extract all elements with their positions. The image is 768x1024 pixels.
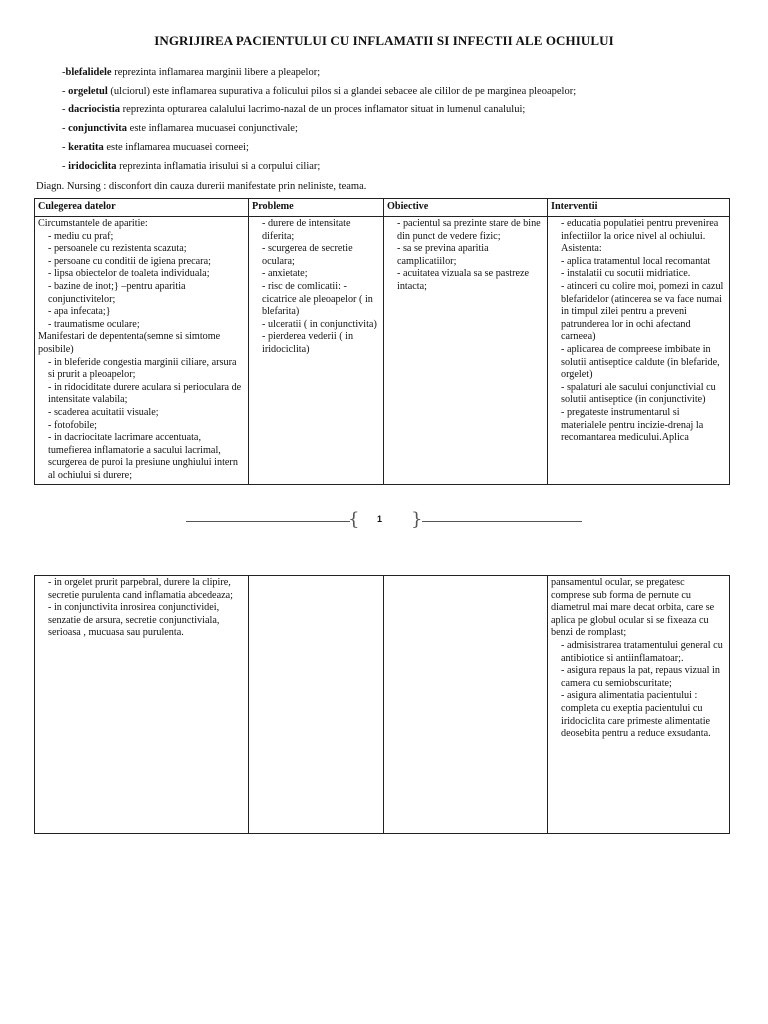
definition-item <box>62 104 525 115</box>
cell-line: - pregateste instrumentarul si materialele pentru incizie-drenaj la recomantarea medicului.Aplica <box>561 406 704 444</box>
cell-line: - admisistrarea tratamentului general cu antibiotice si antiinflamatoar;. <box>561 639 723 664</box>
header-culegerea: Culegerea datelor <box>35 199 249 217</box>
cell-line: - durere de intensitate diferita; <box>262 218 351 242</box>
definition-term: dacriocistia <box>68 104 121 115</box>
cell-line: - aplica tratamentul local recomantat <box>561 255 711 267</box>
cell-line: - in conjunctivita inrosirea conjunctividei, senzatie de arsura, secretie conjunctiviala, serioasa , mucuasa sau purulenta. <box>48 602 220 639</box>
cell-line: - scaderea acuitatii visuale; <box>48 406 159 418</box>
definition-text: reprezinta opturarea calalului lacrimo-nazal de un proces inflamator situat in lumenul canalului; <box>120 104 526 115</box>
definition-term: keratita <box>68 142 104 153</box>
definition-term: iridociclita <box>68 161 117 172</box>
cell-line: - in bleferide congestia marginii ciliare, arsura si prurit a pleoapelor; <box>48 356 237 381</box>
cell-probleme <box>249 217 384 485</box>
header-probleme: Probleme <box>249 199 384 217</box>
definition-term: orgeletul <box>68 86 108 97</box>
definition-item <box>62 161 320 172</box>
cell-line: - lipsa obiectelor de toaleta individuala; <box>48 268 210 280</box>
left-brace-icon: { <box>348 509 360 530</box>
definition-item <box>62 86 576 97</box>
cell-line: - ulceratii ( in conjunctivita) <box>262 318 377 330</box>
cell-interventii <box>548 576 730 834</box>
cell-line: - in ridociditate durere aculara si perioculara de intensitate valabila; <box>48 381 242 406</box>
cell-line: - instalatii cu socutii midriatice. <box>561 268 691 280</box>
definition-text: reprezinta inflamatia irisului si a corpului ciliar; <box>116 161 321 172</box>
page-separator <box>186 508 582 534</box>
definition-term: blefalidele <box>65 67 112 78</box>
separator-line-right <box>422 521 582 522</box>
cell-line: - apa infecata;} <box>48 306 111 318</box>
header-interventii: Interventii <box>548 199 730 217</box>
cell-line: - spalaturi ale sacului conjunctivial cu solutii antiseptice (in conjunctivite) <box>561 381 716 406</box>
definition-prefix: - <box>62 142 69 153</box>
cell-line: - pierderea vederii ( in iridociclita) <box>262 331 354 355</box>
cell-line: - anxietate; <box>262 268 308 280</box>
table-row <box>35 217 730 485</box>
definition-text: este inflamarea mucuasei conjunctivale; <box>127 123 298 134</box>
cell-line: - pacientul sa prezinte stare de bine din punct de vedere fizic; <box>397 218 541 242</box>
header-obiective: Obiective <box>384 199 548 217</box>
cell-line: - asigura repaus la pat, repaus vizual in camera cu semiobscuritate; <box>561 665 720 689</box>
definition-item <box>62 142 249 153</box>
cell-obiective <box>384 576 548 834</box>
definition-prefix: - <box>62 161 69 172</box>
cell-obiective <box>384 217 548 485</box>
table-header-row <box>35 199 730 217</box>
definition-item <box>62 123 298 134</box>
cell-line: - bazine de inot;} –pentru aparitia conjunctivitelor; <box>48 280 186 305</box>
definition-prefix: - <box>62 67 66 78</box>
page-title: INGRIJIREA PACIENTULUI CU INFLAMATII SI INFECTII ALE OCHIULUI <box>154 33 614 48</box>
cell-line: - scurgerea de secretie oculara; <box>262 243 353 267</box>
definition-prefix: - <box>62 123 69 134</box>
cell-interventii <box>548 217 730 485</box>
definition-text: este inflamarea mucuasei corneei; <box>103 142 249 153</box>
cell-line: - educatia populatiei pentru prevenirea infectiilor la orice nivel al ochiului. <box>561 218 719 242</box>
table-row <box>35 576 730 834</box>
cell-probleme <box>249 576 384 834</box>
cell-line: - persoane cu conditii de igiena precara; <box>48 255 211 267</box>
nursing-diagnosis: Diagn. Nursing : disconfort din cauza durerii manifestate prin neliniste, teama. <box>36 181 367 192</box>
definition-term: conjunctivita <box>68 123 128 134</box>
cell-line: - in dacriocitate lacrimare accentuata, tumefierea inflamatorie a sacului lacrimal, scurgerea de puroi la presiune unghiului intern al ochiului si durere; <box>48 432 238 481</box>
cell-line: - acuitatea vizuala sa se pastreze intacta; <box>397 268 530 292</box>
cell-line: pansamentul ocular, se pregatesc comprese sub forma de pernute cu diametrul mai mare decat orbita, care se aplica pe globul ocular si se fixeaza cu benzi de romplast; <box>551 577 715 639</box>
cell-line: - persoanele cu rezistenta scazuta; <box>48 243 187 255</box>
cell-line: - traumatisme oculare; <box>48 318 140 330</box>
definition-text: (ulciorul) este inflamarea supurativa a folicului pilos si a glandei sebacee ale cililor de pe marginea pleoapelor; <box>107 86 577 97</box>
cell-line: - atinceri cu colire moi, pomezi in cazul blefaridelor (atincerea se va face numai in timpul zilei pentru a preveni patrunderea lor in ochi afectand carneea) <box>561 280 724 343</box>
definition-text: reprezinta inflamarea marginii libere a pleapelor; <box>111 67 321 78</box>
right-brace-icon: } <box>411 509 423 530</box>
cell-line: - sa se previna aparitia camplicatiilor; <box>397 243 489 267</box>
cell-culegerea <box>35 576 249 834</box>
cell-line: - aplicarea de compreese imbibate in solutii antiseptice caldute (in blefaride, orgelet) <box>561 343 720 381</box>
definition-item <box>62 67 320 78</box>
cell-line: - mediu cu praf; <box>48 230 114 242</box>
definition-prefix: - <box>62 86 69 97</box>
cell-line: - in orgelet prurit parpebral, durere la clipire, secretie purulenta cand inflamatia abcedeaza; <box>48 577 233 601</box>
cell-line: Manifestari de depententa(semne si simtome posibile) <box>38 331 221 355</box>
cell-line: Asistenta: <box>561 243 602 255</box>
page-number: 1 <box>377 514 383 524</box>
cell-line: - fotofobile; <box>48 419 97 431</box>
cell-line: - asigura alimentatia pacientului : completa cu exeptia pacientului cu iridociclita care primeste alimentatie deosebita pentru a reduce exsudanta. <box>561 690 711 740</box>
cell-line: Circumstantele de aparitie: <box>38 218 148 229</box>
cell-line: - risc de comlicatii: - cicatrice ale pleoapelor ( in blefarita) <box>262 280 373 318</box>
separator-line-left <box>186 521 350 522</box>
care-table-page-2 <box>34 575 730 834</box>
cell-culegerea <box>35 217 249 485</box>
definition-prefix: - <box>62 104 69 115</box>
care-table-page-1 <box>34 198 730 485</box>
